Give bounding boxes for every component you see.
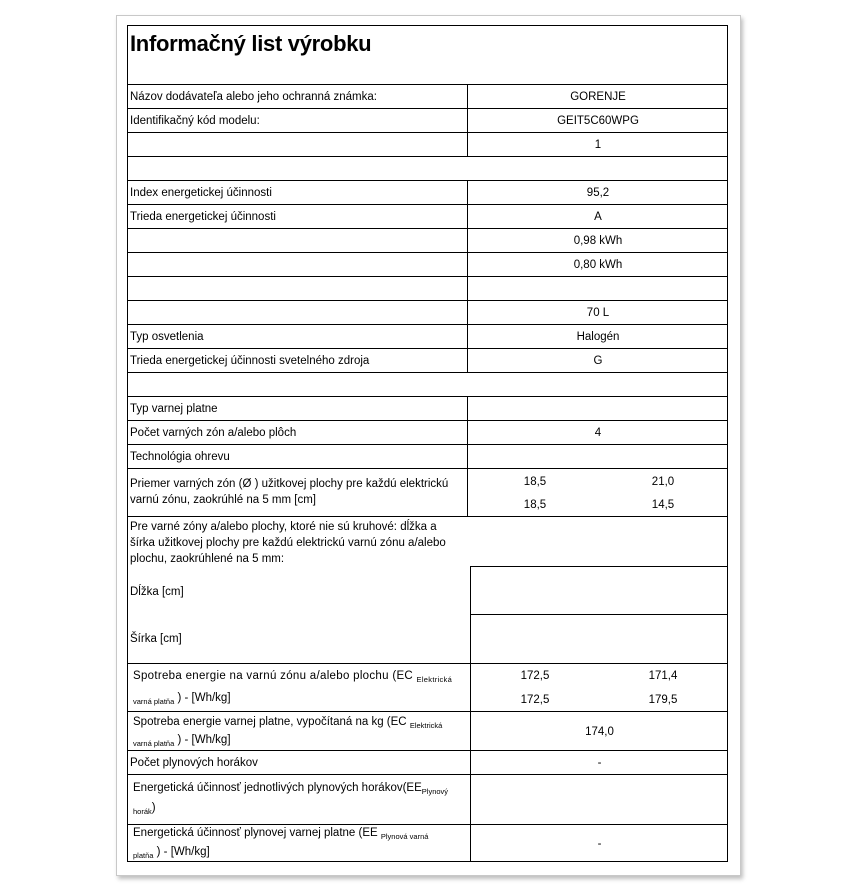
row-divider (127, 420, 728, 421)
ec-zone-value: 172,5 (520, 694, 550, 706)
row-divider (127, 300, 728, 301)
energy-fan-value: 0,80 kWh (573, 259, 623, 271)
row-divider (127, 711, 728, 712)
ee-gas-hob-label-cont (133, 845, 210, 863)
supplier-value: GORENJE (570, 91, 626, 103)
ec-zone-label (133, 669, 452, 687)
row-divider (127, 774, 728, 775)
length-label: Dĺžka [cm] (130, 586, 184, 598)
row-divider (127, 276, 728, 277)
ee-gas-hob-label-sub: platňa (133, 851, 154, 860)
ee-gas-hob-value: - (597, 838, 602, 850)
ee-gas-hob-label (133, 826, 428, 844)
energy-class-label: Trieda energetickej účinnosti (130, 211, 276, 223)
ec-zone-label-tail: ) - [Wh/kg] (177, 692, 231, 704)
row-divider (127, 180, 728, 181)
row-divider (127, 204, 728, 205)
ec-hob-label-main: Spotreba energie varnej platne, vypočítaná na kg (EC (133, 716, 407, 728)
ec-hob-label-cont (133, 733, 231, 751)
ec-hob-label-tail: ) - [Wh/kg] (177, 734, 231, 746)
column-divider (467, 396, 468, 516)
row-divider (127, 516, 728, 517)
zones-count-value: 4 (594, 427, 602, 439)
row-divider (127, 84, 728, 85)
page-title: Informačný list výrobku (130, 31, 372, 56)
light-class-value: G (593, 355, 603, 367)
gas-burners-value: - (597, 757, 602, 769)
cavities-value: 1 (594, 139, 602, 151)
column-divider (470, 566, 471, 862)
diameter-value: 14,5 (651, 499, 675, 511)
row-divider (127, 663, 728, 664)
ee-burner-label-sub: horák (133, 807, 152, 816)
row-divider (127, 396, 728, 397)
eei-value: 95,2 (586, 187, 610, 199)
ec-zone-value: 171,4 (648, 670, 678, 682)
row-divider (127, 156, 728, 157)
ec-zone-label-main: Spotreba energie na varnú zónu a/alebo plochu (EC (133, 670, 414, 682)
diameter-label-line2: varnú zónu, zaokrúhlé na 5 mm [cm] (130, 494, 316, 506)
row-divider (470, 566, 728, 567)
ec-zone-value: 179,5 (648, 694, 678, 706)
row-divider (127, 468, 728, 469)
ee-burner-label (133, 781, 448, 799)
gas-burners-label: Počet plynových horákov (130, 757, 258, 769)
ec-zone-value: 172,5 (520, 670, 550, 682)
lighting-type-label: Typ osvetlenia (130, 331, 204, 343)
ee-gas-hob-label-tail: ) - [Wh/kg] (156, 846, 210, 858)
ec-zone-label-sub: varná platňa (133, 697, 175, 706)
noncircular-text-line3: plochu, zaokrúhlené na 5 mm: (130, 553, 285, 565)
diameter-value: 18,5 (523, 476, 547, 488)
energy-class-value: A (594, 211, 602, 223)
ee-burner-label-tail: ) (151, 802, 156, 814)
row-divider (127, 228, 728, 229)
hob-type-label: Typ varnej platne (130, 403, 218, 415)
ee-gas-hob-label-sub: Plynová varná (380, 832, 429, 841)
ee-gas-hob-label-main: Energetická účinnosť plynovej varnej platne (EE (133, 827, 378, 839)
row-divider (127, 372, 728, 373)
diameter-label-line1: Priemer varných zón (Ø ) užitkovej plochy pre každú elektrickú (130, 478, 449, 490)
ec-hob-label-sub: Elektrická (409, 721, 443, 730)
diameter-value: 18,5 (523, 499, 547, 511)
row-divider (127, 824, 728, 825)
row-divider (127, 348, 728, 349)
row-divider (127, 444, 728, 445)
light-class-label: Trieda energetickej účinnosti svetelného zdroja (130, 355, 370, 367)
ee-burner-label-main: Energetická účinnosť jednotlivých plynových horákov(EE (133, 782, 422, 794)
lighting-type-value: Halogén (576, 331, 620, 343)
ec-zone-label-cont (133, 691, 231, 709)
noncircular-text-line1: Pre varné zóny a/alebo plochy, ktoré nie sú kruhové: dĺžka a (130, 521, 437, 533)
zones-count-label: Počet varných zón a/alebo plôch (130, 427, 297, 439)
row-divider (127, 132, 728, 133)
eei-label: Index energetickej účinnosti (130, 187, 272, 199)
width-label: Šírka [cm] (130, 633, 182, 645)
model-label: Identifikačný kód modelu: (130, 115, 260, 127)
ee-burner-label-sub: Plynový (421, 787, 449, 796)
ec-hob-label-sub: varná platňa (133, 739, 175, 748)
row-divider (470, 614, 728, 615)
supplier-label: Názov dodávateľa alebo jeho ochranná známka: (130, 91, 377, 103)
model-value: GEIT5C60WPG (557, 115, 639, 127)
ec-hob-label (133, 715, 442, 733)
ec-hob-value: 174,0 (585, 726, 614, 738)
volume-value: 70 L (586, 307, 610, 319)
row-divider (127, 108, 728, 109)
ee-burner-label-cont (133, 801, 156, 819)
row-divider (127, 324, 728, 325)
ec-zone-label-sub: Elektrická (416, 675, 453, 684)
diameter-value: 21,0 (651, 476, 675, 488)
noncircular-text-line2: šírka užitkovej plochy pre každú elektrickú varnú zónu a/alebo (130, 537, 446, 549)
heating-tech-label: Technológia ohrevu (130, 451, 230, 463)
row-divider (127, 252, 728, 253)
energy-conv-value: 0,98 kWh (573, 235, 623, 247)
